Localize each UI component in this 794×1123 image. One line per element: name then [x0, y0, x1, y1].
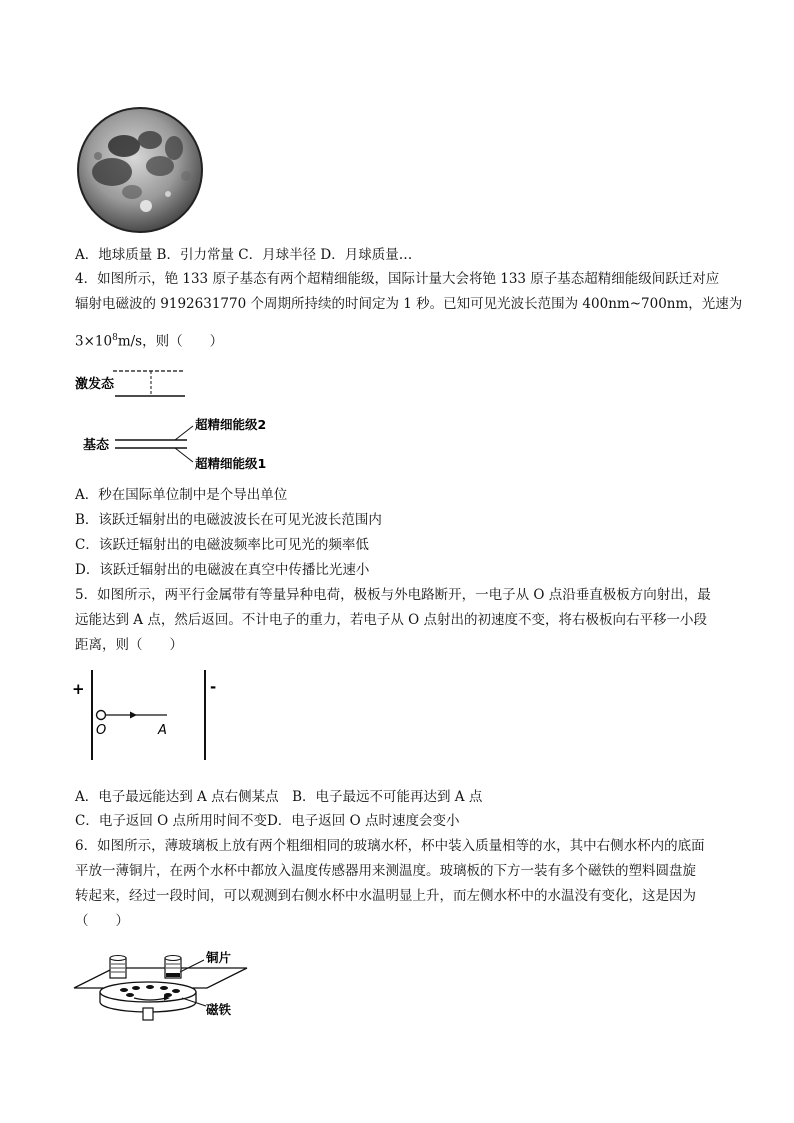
- label-ground-state: 基态: [83, 438, 110, 453]
- right-cup: [165, 956, 181, 979]
- q6-stem-line-2: 平放一薄铜片，在两个水杯中都放入温度传感器用来测温度。玻璃板的下方一装有多个磁铁的塑料圆盘旋: [75, 863, 696, 879]
- label-point-o: O: [96, 723, 107, 738]
- q4-stem-line-2: 辐射电磁波的 9192631770 个周期所持续的时间定为 1 秒。已知可见光波长范围为 400nm~700nm，光速为: [75, 296, 743, 312]
- q6-stem-line-4: （ ）: [75, 913, 129, 929]
- label-magnet: 磁铁: [206, 1002, 232, 1017]
- label-plus: +: [72, 680, 85, 698]
- speed-exponent: 8: [112, 333, 118, 343]
- q6-stem-line-3: 转起来，经过一段时间，可以观测到右侧水杯中水温明显上升，而左侧水杯中的水温没有变化，这是因为: [75, 888, 696, 904]
- label-hyperfine-level-1: 超精细能级1: [195, 456, 267, 471]
- moon-image: [76, 106, 204, 234]
- q4-stem-line-1: 4．如图所示，铯 133 原子基态有两个超精细能级，国际计量大会将铯 133 原子基态超精细能级间跃迁对应: [75, 271, 720, 287]
- copper-sheet: [166, 973, 180, 977]
- q3-options: A．地球质量 B．引力常量 C．月球半径 D．月球质量…: [75, 247, 413, 263]
- q5-options-line-2: C．电子返回 O 点所用时间不变D．电子返回 O 点时速度会变小: [75, 813, 460, 829]
- axle: [143, 1008, 153, 1020]
- q5-stem-line-2: 远能达到 A 点，然后返回。不计电子的重力，若电子从 O 点射出的初速度不变，将右极板向右平移一小段: [75, 612, 707, 628]
- label-excited-state: 激发态: [75, 377, 115, 392]
- label-hyperfine-level-2: 超精细能级2: [195, 417, 267, 432]
- q6-stem-line-1: 6．如图所示，薄玻璃板上放有两个粗细相同的玻璃水杯，杯中装入质量相等的水，其中右侧水杯内的底面: [75, 838, 705, 854]
- speed-of-light-value: 3×10: [75, 333, 113, 350]
- rotating-disk: [100, 982, 196, 1020]
- q4-option-c: C．该跃迁辐射出的电磁波频率比可见光的频率低: [75, 537, 369, 553]
- q4-option-d: D．该跃迁辐射出的电磁波在真空中传播比光速小: [75, 562, 370, 578]
- label-point-a: A: [158, 723, 167, 738]
- parallel-plate-diagram: [70, 668, 230, 768]
- q5-stem-line-3: 距离，则（ ）: [75, 637, 183, 653]
- magnet-disk-apparatus: [72, 948, 272, 1028]
- q4-option-a: A．秒在国际单位制中是个导出单位: [75, 487, 288, 503]
- q5-stem-line-1: 5．如图所示，两平行金属带有等量异种电荷，极板与外电路断开，一电子从 O 点沿垂直极板方向射出，最: [75, 587, 711, 603]
- electron: [97, 711, 106, 720]
- q5-options-line-1: A．电子最远能达到 A 点右侧某点 B．电子最远不可能再达到 A 点: [75, 789, 483, 805]
- label-copper: 铜片: [206, 950, 232, 965]
- speed-unit-tail: m/s，则（ ）: [117, 333, 224, 350]
- q4-stem-line-3: [75, 327, 223, 353]
- energy-level-diagram: [75, 364, 315, 476]
- label-minus: -: [210, 678, 217, 696]
- q4-option-b: B．该跃迁辐射出的电磁波波长在可见光波长范围内: [75, 512, 382, 528]
- left-cup: [110, 956, 126, 979]
- direction-arrow-icon: [130, 712, 137, 719]
